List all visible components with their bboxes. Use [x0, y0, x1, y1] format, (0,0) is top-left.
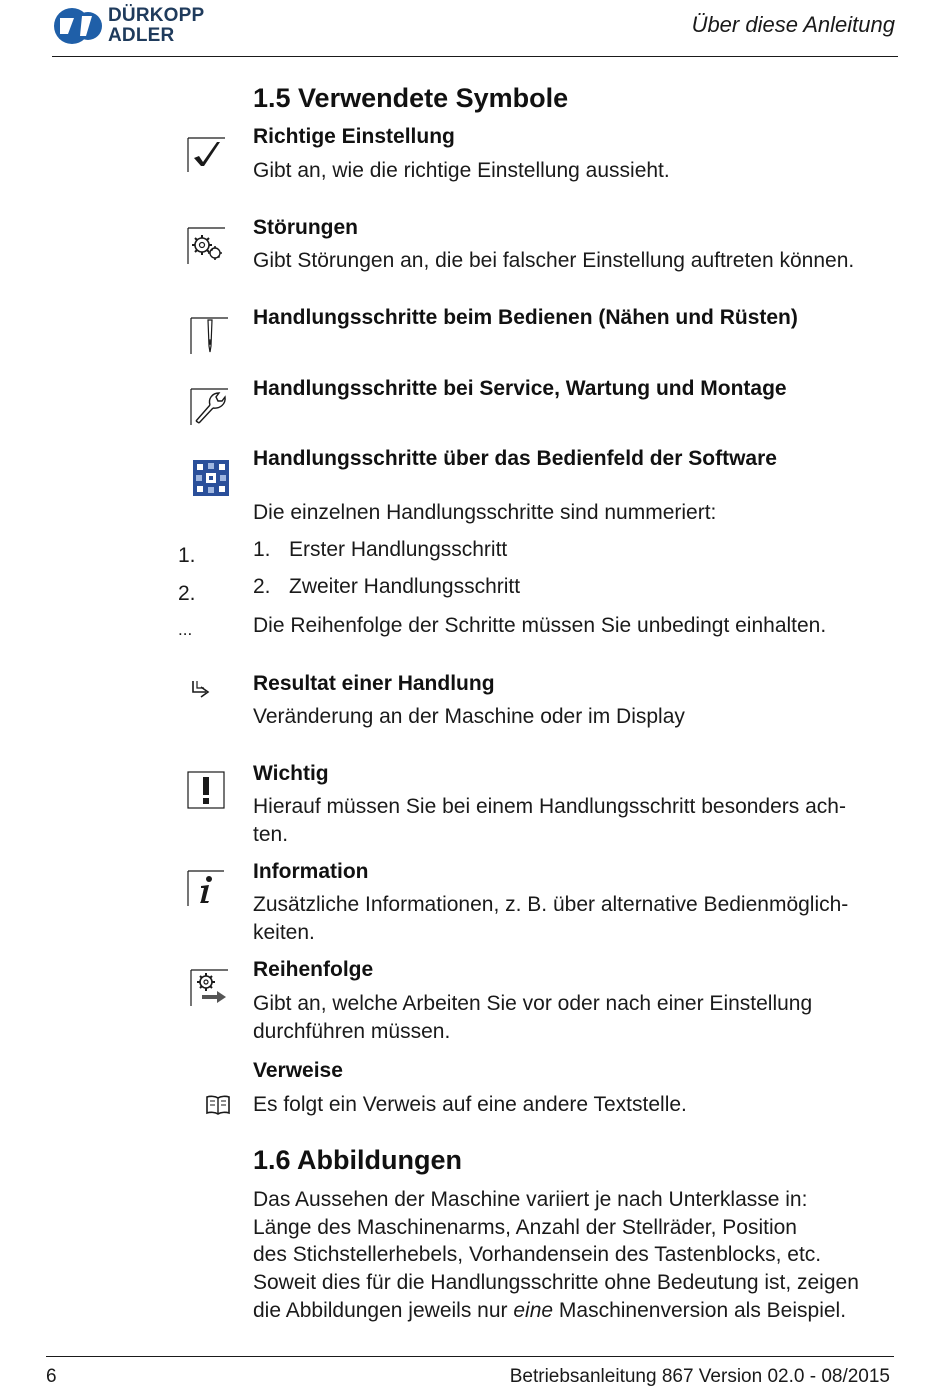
logo-line-1: DÜRKOPP	[108, 5, 205, 26]
symbol-text-important-line-2: ten.	[253, 823, 289, 846]
section-heading-illustrations: 1.6 Abbildungen	[253, 1145, 462, 1175]
symbol-title-references: Verweise	[253, 1059, 343, 1082]
page-header-title: Über diese Anleitung	[691, 12, 895, 37]
symbol-text-correct-setting: Gibt an, wie die richtige Einstellung aussieht.	[253, 159, 670, 182]
symbol-text-references: Es folgt ein Verweis auf eine andere Textstelle.	[253, 1093, 687, 1116]
sequence-gear-arrow-icon	[190, 968, 230, 1013]
illustrations-text-line-5	[253, 1297, 903, 1325]
symbol-text-information-line-1: Zusätzliche Informationen, z. B. über alternative Bedienmöglich-	[253, 893, 849, 916]
symbol-title-sequence: Reihenfolge	[253, 958, 374, 981]
symbol-title-steps-service: Handlungsschritte bei Service, Wartung und Montage	[253, 377, 787, 400]
footer-document-info: Betriebsanleitung 867 Version 02.0 - 08/2015	[509, 1366, 890, 1387]
logo-mark-icon	[52, 6, 104, 46]
symbol-text-important-line-1: Hierauf müssen Sie bei einem Handlungsschritt besonders ach-	[253, 795, 846, 818]
list-item-text: Zweiter Handlungsschritt	[289, 575, 521, 598]
result-arrow-icon	[190, 678, 216, 709]
important-exclamation-icon	[187, 771, 225, 814]
symbol-text-sequence-line-2: durchführen müssen.	[253, 1020, 451, 1043]
list-item-text: Erster Handlungsschritt	[289, 538, 508, 561]
order-note-text: Die Reihenfolge der Schritte müssen Sie unbedingt einhalten.	[253, 614, 827, 637]
list-item-number: 1.	[253, 538, 271, 561]
line-5-end: Maschinenversion als Beispiel.	[553, 1299, 847, 1322]
margin-number-1: 1.	[178, 544, 196, 567]
logo-line-2: ADLER	[108, 25, 175, 46]
list-item-number: 2.	[253, 575, 271, 598]
wrench-icon	[190, 387, 230, 432]
book-reference-icon	[205, 1094, 231, 1121]
margin-number-ellipsis: ...	[178, 620, 193, 639]
symbol-title-result: Resultat einer Handlung	[253, 672, 495, 695]
information-icon	[187, 869, 225, 912]
symbol-title-important: Wichtig	[253, 762, 329, 785]
section-heading-symbols: 1.5 Verwendete Symbole	[253, 83, 569, 113]
symbol-text-malfunctions: Gibt Störungen an, die bei falscher Einstellung auftreten können.	[253, 249, 855, 272]
margin-number-2: 2.	[178, 582, 196, 605]
symbol-text-information-line-2: keiten.	[253, 921, 315, 944]
symbol-text-sequence-line-1: Gibt an, welche Arbeiten Sie vor oder nach einer Einstellung	[253, 992, 813, 1015]
checkmark-icon	[187, 136, 227, 179]
symbol-title-malfunctions: Störungen	[253, 216, 358, 239]
illustrations-text-line-4: Soweit dies für die Handlungsschritte ohne Bedeutung ist, zeigen	[253, 1271, 859, 1294]
symbol-text-result: Veränderung an der Maschine oder im Display	[253, 705, 685, 728]
symbol-title-correct-setting: Richtige Einstellung	[253, 125, 455, 148]
page-number: 6	[46, 1366, 57, 1387]
software-panel-icon	[193, 460, 229, 501]
brand-logo	[52, 4, 232, 48]
symbol-title-steps-software: Handlungsschritte über das Bedienfeld der Software	[253, 447, 777, 470]
emphasis-one: eine	[513, 1299, 554, 1322]
footer-divider	[46, 1356, 894, 1357]
numbered-intro-text: Die einzelnen Handlungsschritte sind nummeriert:	[253, 501, 717, 524]
sewing-needle-icon	[190, 316, 230, 361]
illustrations-text-line-1: Das Aussehen der Maschine variiert je nach Unterklasse in:	[253, 1188, 808, 1211]
symbol-title-information: Information	[253, 860, 369, 883]
illustrations-text-line-2: Länge des Maschinenarms, Anzahl der Stellräder, Position	[253, 1216, 797, 1239]
illustrations-text-line-3: des Stichstellerhebels, Vorhandensein des Tastenblocks, etc.	[253, 1243, 822, 1266]
line-5-start: die Abbildungen jeweils nur	[253, 1299, 514, 1322]
malfunction-gears-icon	[187, 226, 227, 271]
header-divider	[52, 56, 898, 57]
symbol-title-steps-operation: Handlungsschritte beim Bedienen (Nähen und Rüsten)	[253, 306, 798, 329]
